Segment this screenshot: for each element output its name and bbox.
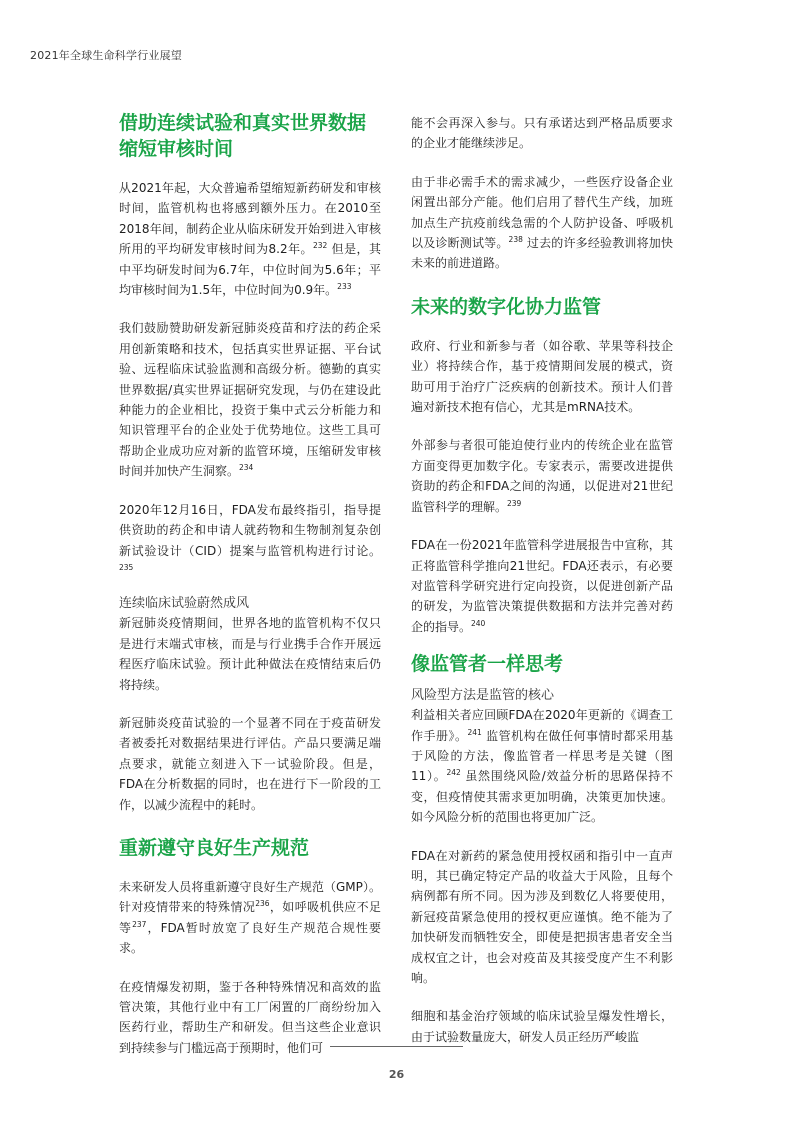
footnote-ref: 235 xyxy=(119,562,134,572)
paragraph: 在疫情爆发初期，鉴于各种特殊情况和高效的监管决策，其他行业中有工厂闲置的厂商纷纷加入医药行业，帮助生产和研发。但当这些企业意识到持续参与门槛远高于预期时，他们可 xyxy=(119,979,381,1055)
footnote-ref: 232 xyxy=(313,241,328,251)
paragraph-text: 但是，其中平均研发时间为6.7年，中位时间为5.6年；平均审核时间为1.5年，中位时间为0.9年。 xyxy=(119,242,381,298)
paragraph xyxy=(411,705,673,827)
section-title-gmp: 重新遵守良好生产规范 xyxy=(119,836,310,859)
paragraph: 新冠肺炎疫情期间，世界各地的监管机构不仅只是进行末端式审核，而是与行业携手合作开展远程医疗临床试验。预计此种做法在疫情结束后仍将持续。 xyxy=(119,616,381,692)
subheading-risk-approach: 风险型方法是监管的核心 xyxy=(411,688,555,704)
paragraph-text: 监管机构在做任何事情时都采用基于风险的方法，像监管者一样思考是关键（图11）。 xyxy=(411,728,673,784)
paragraph-text: 从2021年起，大众普遍希望缩短新药研发和审核时间，监管机构也将感到额外压力。在2010至2018年间，制药企业从临床研发开始到进入审核所用的平均研发审核时间为8.2年。 xyxy=(119,181,381,257)
paragraph xyxy=(119,500,381,582)
paragraph xyxy=(119,318,381,481)
paragraph-text: 由于非必需手术的需求减少，一些医疗设备企业闲置出部分产能。他们启用了替代生产线，加班加点生产抗疫前线急需的个人防护设备、呼吸机以及诊断测试等。 xyxy=(411,174,673,251)
paragraph xyxy=(411,535,673,637)
footnote-ref: 236 xyxy=(255,899,270,909)
paragraph-text: 2020年12月16日，FDA发布最终指引，指导提供资助的药企和申请人就药物和生物制剂复杂创新试验设计（CID）提案与监管机构进行讨论。 xyxy=(119,502,381,558)
paragraph-text: ，FDA暂时放宽了良好生产规范合规性要求。 xyxy=(119,920,381,956)
footnote-ref: 233 xyxy=(337,282,352,292)
paragraph xyxy=(119,877,381,959)
page-number: 26 xyxy=(388,1068,405,1081)
paragraph: 新冠肺炎疫苗试验的一个显著不同在于疫苗研发者被委托对数据结果进行评估。产品只要满足端点要求，就能立刻进入下一试验阶段。但是，FDA在分析数据的同时，也在进行下一阶段的工作，以减少流程中的耗时。 xyxy=(119,715,381,812)
paragraph-text: 外部参与者很可能迫使行业内的传统企业在监管方面变得更加数字化。专家表示，需要改进提供资助的药企和FDA之间的沟通，以促进对21世纪监管科学的理解。 xyxy=(411,438,673,514)
right-column xyxy=(411,113,673,1047)
paragraph-text: 利益相关者应回顾FDA在2020年更新的《调查工作手册》。 xyxy=(411,708,673,743)
paragraph: 政府、行业和新参与者（如谷歌、苹果等科技企业）将持续合作，基于疫情期间发展的模式，资助可用于治疗广泛疾病的创新技术。预计人们普遍对新技术抱有信心，尤其是mRNA技术。 xyxy=(411,338,673,415)
paragraph-text: FDA在一份2021年监管科学进展报告中宣称，其正将监管科学推向21世纪。FDA还表示，有必要对监管科学研究进行定向投资，以促进创新产品的研发，为监管决策提供数据和方法并完善对药企的指导。 xyxy=(411,538,673,634)
paragraph: 能不会再深入参与。只有承诺达到严格品质要求的企业才能继续涉足。 xyxy=(411,116,673,151)
paragraph: FDA在对新药的紧急使用授权函和指引中一直声明，其已确定特定产品的收益大于风险，且每个病例都有所不同。因为涉及到数亿人将要使用，新冠疫苗紧急使用的授权更应谨慎。绝不能为了加快研发而牺牲安全，即使是把损害患者安全当成权宜之计，也会对疫苗及其接受度产生不利影响。 xyxy=(411,848,673,985)
section-title-continuous-trials: 借助连续试验和真实世界数据缩短审核时间 xyxy=(119,112,367,160)
paragraph xyxy=(119,178,381,300)
section-title-think-like-regulator: 像监管者一样思考 xyxy=(411,653,564,676)
running-header: 2021年全球生命科学行业展望 xyxy=(30,49,182,62)
footnote-ref: 240 xyxy=(471,618,486,628)
paragraph-text: 我们鼓励赞助研发新冠肺炎疫苗和疗法的药企采用创新策略和技术，包括真实世界证据、平台试验、远程临床试验监测和高级分析。德勤的真实世界数据/真实世界证据研究发现，与仍在建设此种能力的企业相比，投资于集中式云分析能力和知识管理平台的企业处于优势地位。这些工具可帮助企业成功应对新的监管环境，压缩研发审核时间并加快产生洞察。 xyxy=(119,321,381,479)
left-column xyxy=(119,110,381,1058)
footer-divider xyxy=(330,1046,463,1047)
footnote-ref: 234 xyxy=(239,463,254,473)
subheading-continuous-trials: 连续临床试验蔚然成风 xyxy=(119,596,250,612)
footnote-ref: 237 xyxy=(132,919,147,929)
footnote-ref: 241 xyxy=(467,727,482,737)
footnote-ref: 238 xyxy=(508,235,523,245)
paragraph xyxy=(411,172,673,274)
paragraph xyxy=(411,435,673,517)
paragraph-text: 虽然围绕风险/效益分析的思路保持不变，但疫情使其需求更加明确，决策更加快速。如今风险分析的范围也将更加广泛。 xyxy=(411,769,673,825)
paragraph-text: 未来研发人员将重新遵守良好生产规范（GMP）。针对疫情带来的特殊情况 xyxy=(119,879,381,915)
paragraph: 细胞和基金治疗领域的临床试验呈爆发性增长，由于试验数量庞大，研发人员正经历严峻监 xyxy=(411,1009,673,1044)
paragraph-text: 过去的许多经验教训将加快未来的前进道路。 xyxy=(411,236,673,271)
paragraph-text: ，如呼吸机供应不足等 xyxy=(119,900,381,935)
section-title-digital-regulation: 未来的数字化协力监管 xyxy=(411,295,602,318)
footnote-ref: 242 xyxy=(446,768,461,778)
footnote-ref: 239 xyxy=(507,498,522,508)
